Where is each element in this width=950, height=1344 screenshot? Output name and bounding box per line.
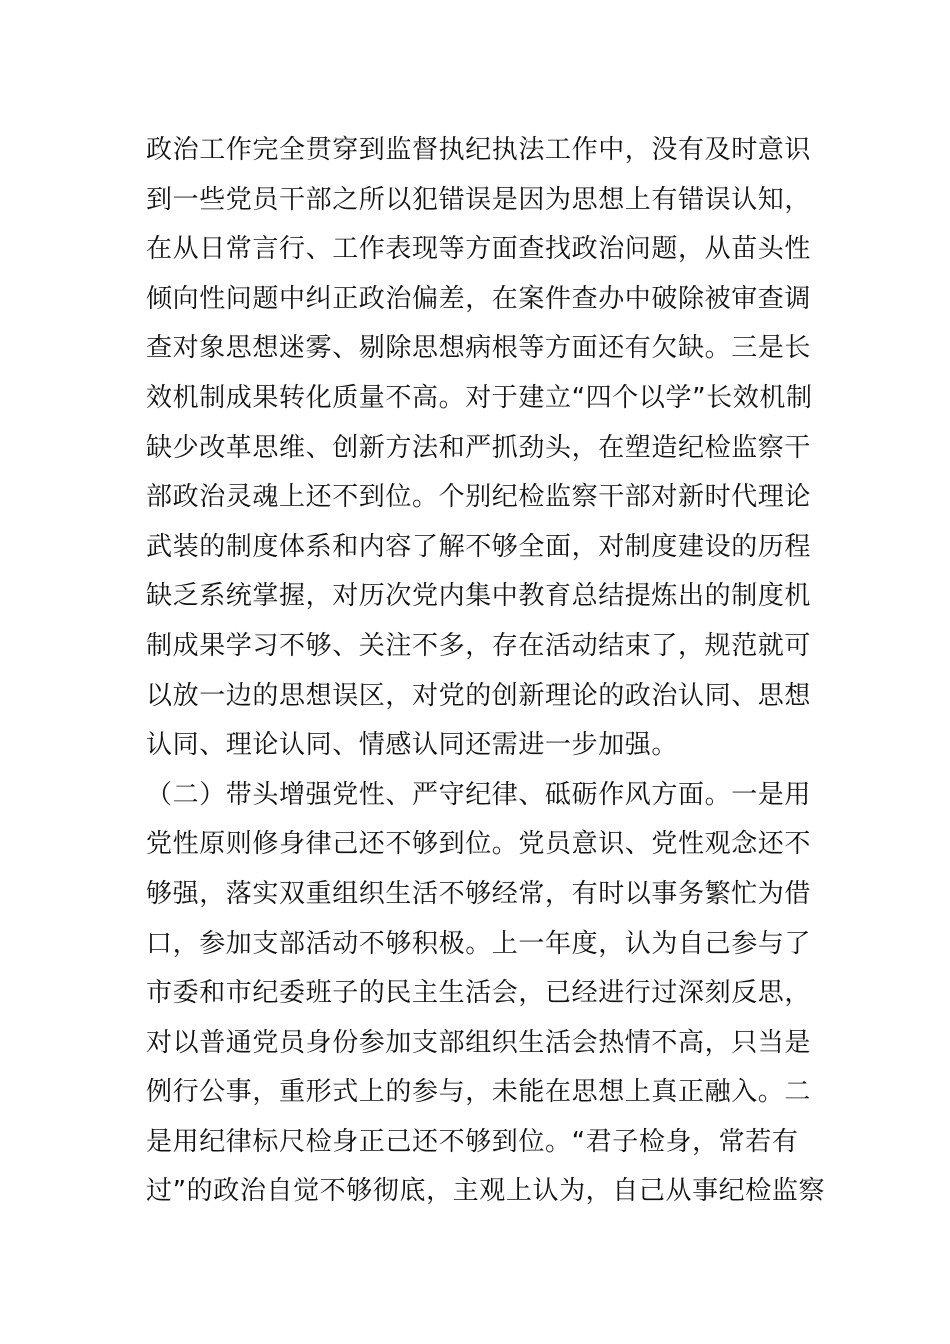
text-line: 到一些党员干部之所以犯错误是因为思想上有错误认知， [146, 184, 812, 215]
text-line: 认同、理论认同、情感认同还需进一步加强。 [146, 730, 679, 761]
text-line: 在从日常言行、工作表现等方面查找政治问题，从苗头性 [146, 234, 812, 265]
text-line: 部政治灵魂上还不到位。个别纪检监察干部对新时代理论 [146, 482, 812, 513]
text-line: 以放一边的思想误区，对党的创新理论的政治认同、思想 [146, 680, 812, 711]
text-line: 口，参加支部活动不够积极。上一年度，认为自己参与了 [146, 928, 812, 959]
text-line: 例行公事，重形式上的参与，未能在思想上真正融入。二 [146, 1077, 812, 1108]
text-line: 过”的政治自觉不够彻底，主观上认为，自己从事纪检监察 [146, 1176, 826, 1207]
text-line: 效机制成果转化质量不高。对于建立“四个以学”长效机制 [146, 382, 813, 413]
text-line: 够强，落实双重组织生活不够经常，有时以事务繁忙为借 [146, 878, 812, 909]
text-line: 倾向性问题中纠正政治偏差，在案件查办中破除被审查调 [146, 283, 812, 314]
text-line: 制成果学习不够、关注不多，存在活动结束了，规范就可 [146, 630, 812, 661]
body-text [146, 126, 826, 1217]
text-line: 查对象思想迷雾、剔除思想病根等方面还有欠缺。三是长 [146, 333, 812, 364]
text-line: 缺乏系统掌握，对历次党内集中教育总结提炼出的制度机 [146, 581, 812, 612]
text-line: 对以普通党员身份参加支部组织生活会热情不高，只当是 [146, 1027, 812, 1058]
text-line: 市委和市纪委班子的民主生活会，已经进行过深刻反思， [146, 978, 812, 1009]
text-line: 缺少改革思维、创新方法和严抓劲头，在塑造纪检监察干 [146, 432, 812, 463]
text-line: 政治工作完全贯穿到监督执纪执法工作中，没有及时意识 [146, 135, 812, 165]
text-line: 是用纪律标尺检身正己还不够到位。“君子检身，常若有 [146, 1126, 799, 1157]
text-line: 党性原则修身律己还不够到位。党员意识、党性观念还不 [146, 829, 812, 860]
text-line: 武装的制度体系和内容了解不够全面，对制度建设的历程 [146, 531, 812, 562]
section-heading-line: （二）带头增强党性、严守纪律、砥砺作风方面。一是用 [146, 779, 812, 810]
